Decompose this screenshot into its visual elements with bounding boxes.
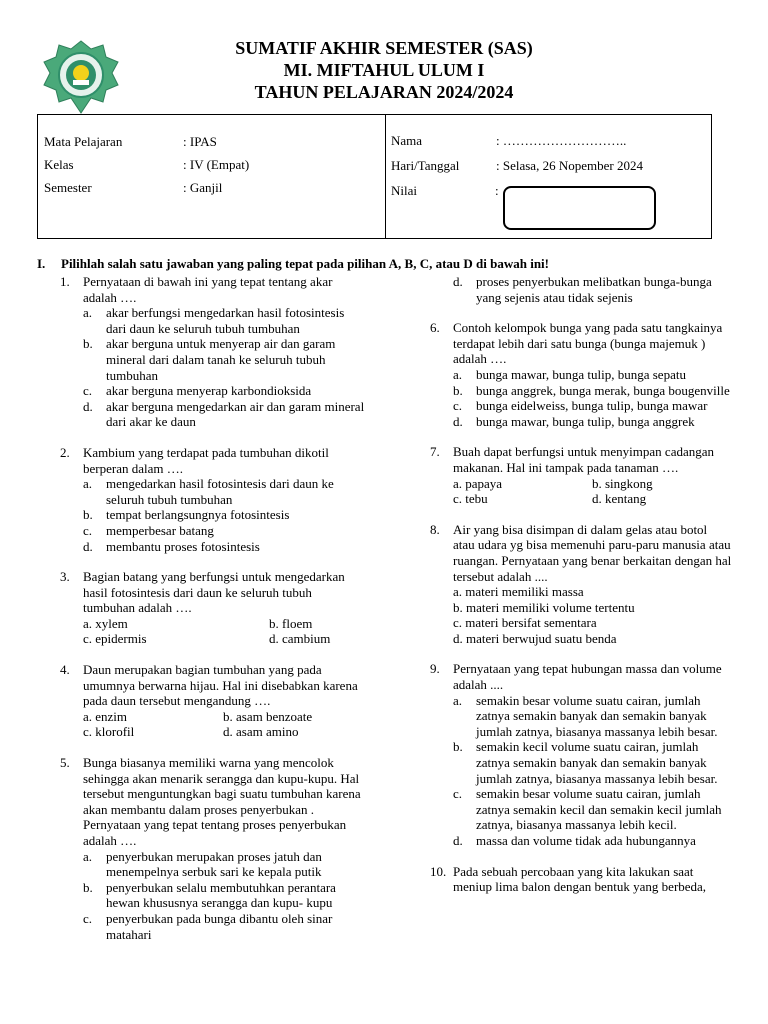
question-8 xyxy=(430,522,732,647)
option-a[interactable]: a. penyerbukan merupakan proses jatuh dan menempelnya serbuk sari ke kepala putik xyxy=(83,848,322,880)
semester-label: Semester xyxy=(44,180,92,195)
question-3 xyxy=(60,569,365,647)
option-c[interactable]: c. memperbesar batang xyxy=(83,522,214,538)
option-b[interactable]: b. semakin kecil volume suatu cairan, jumlah zatnya semakin banyak dan semakin banyak jumlah zatnya, biasanya massanya lebih besar. xyxy=(453,739,718,786)
school-name: MI. MIFTAHUL ULUM I xyxy=(283,60,485,80)
question-text: Pernyataan di bawah ini yang tepat tentang akar adalah …. xyxy=(83,274,333,305)
question-text: Bunga biasanya memiliki warna yang mencolok sehingga akan menarik serangga dan kupu-kupu. Hal tersebut menguntungkan bagi suatu tumbuhan karena akan membantu dalam proses penyerbukan . Pernyataan yang tepat tentang proses penyerbukan adalah …. xyxy=(83,755,361,848)
option-d[interactable]: d. kentang xyxy=(592,491,647,507)
score-colon: : xyxy=(495,183,499,198)
question-number: 5. xyxy=(60,755,70,771)
option-d[interactable]: d. materi berwujud suatu benda xyxy=(453,630,617,646)
left-column xyxy=(60,274,365,942)
question-text: Pernyataan yang tepat hubungan massa dan volume adalah .... xyxy=(453,661,722,693)
instruction-text: Pilihlah salah satu jawaban yang paling tepat pada pilihan A, B, C, atau D di bawah ini! xyxy=(61,256,550,271)
option-b[interactable]: b. singkong xyxy=(592,475,653,491)
question-number: 4. xyxy=(60,662,70,678)
student-info-box xyxy=(37,114,712,239)
question-number: 3. xyxy=(60,569,70,585)
class-label: Kelas xyxy=(44,157,74,172)
question-text: Kambium yang terdapat pada tumbuhan dikotil berperan dalam …. xyxy=(83,444,329,476)
question-text: Pada sebuah percobaan yang kita lakukan saat meniup lima balon dengan bentuk yang berbeda, xyxy=(453,863,707,895)
question-number: 7. xyxy=(430,444,440,460)
question-number: 1. xyxy=(60,274,70,289)
question-7 xyxy=(430,444,732,506)
info-divider xyxy=(385,115,386,238)
option-d[interactable]: d. bunga mawar, bunga tulip, bunga anggrek xyxy=(453,413,695,429)
exam-title: SUMATIF AKHIR SEMESTER (SAS) xyxy=(235,38,533,58)
option-c[interactable]: c. penyerbukan pada bunga dibantu oleh sinar matahari xyxy=(83,910,333,942)
section-number: I. xyxy=(37,256,46,271)
option-c[interactable]: c. bunga eidelweiss, bunga tulip, bunga mawar xyxy=(453,398,708,414)
question-number: 6. xyxy=(430,320,440,336)
option-b[interactable]: b. floem xyxy=(269,615,313,631)
option-b[interactable]: b. tempat berlangsungnya fotosintesis xyxy=(83,507,290,523)
name-label: Nama xyxy=(391,133,423,148)
question-text: Daun merupakan bagian tumbuhan yang pada umumnya berwarna hijau. Hal ini disebabkan karena pada daun tersebut mengandung …. xyxy=(83,662,358,709)
option-b[interactable]: b. materi memiliki volume tertentu xyxy=(453,599,635,615)
question-number: 2. xyxy=(60,444,70,460)
right-column xyxy=(430,274,732,895)
question-text: Contoh kelompok bunga yang pada satu tangkainya terdapat lebih dari satu bunga (bunga majemuk ) adalah …. xyxy=(453,320,723,367)
option-d[interactable]: d. proses penyerbukan melibatkan bunga-bunga yang sejenis atau tidak sejenis xyxy=(453,274,712,305)
option-a[interactable]: a. bunga mawar, bunga tulip, bunga sepatu xyxy=(453,366,686,382)
option-a[interactable]: a. materi memiliki massa xyxy=(453,584,584,600)
question-9 xyxy=(430,661,732,848)
option-d[interactable]: d. asam amino xyxy=(223,724,299,740)
option-c[interactable]: c. epidermis xyxy=(83,631,147,647)
name-field[interactable]: : ……………………….. xyxy=(496,133,627,148)
option-d[interactable]: d. cambium xyxy=(269,631,331,647)
option-c[interactable]: c. tebu xyxy=(453,491,488,507)
question-text: Bagian batang yang berfungsi untuk mengedarkan hasil fotosintesis dari daun ke seluruh tubuh tumbuhan adalah …. xyxy=(83,569,345,616)
option-b[interactable]: b. penyerbukan selalu membutuhkan perantara hewan khususnya serangga dan kupu- kupu xyxy=(83,879,336,911)
question-5-continued xyxy=(430,274,732,305)
question-4 xyxy=(60,662,365,740)
score-label: Nilai xyxy=(391,183,417,198)
question-6 xyxy=(430,320,732,429)
option-d[interactable]: d. membantu proses fotosintesis xyxy=(83,538,260,554)
question-number: 9. xyxy=(430,661,440,677)
option-c[interactable]: c. akar berguna menyerap karbondioksida xyxy=(83,383,312,399)
question-number: 10. xyxy=(430,863,447,879)
question-10 xyxy=(430,864,732,895)
option-a[interactable]: a. akar berfungsi mengedarkan hasil fotosintesis dari daun ke seluruh tubuh tumbuhan xyxy=(83,305,345,336)
date-value: : Selasa, 26 Nopember 2024 xyxy=(496,158,643,173)
option-b[interactable]: b. asam benzoate xyxy=(223,708,313,724)
score-box[interactable] xyxy=(503,186,656,230)
option-b[interactable]: b. akar berguna untuk menyerap air dan garam mineral dari dalam tanah ke seluruh tubuh tumbuhan xyxy=(83,336,336,383)
question-5 xyxy=(60,755,365,942)
question-1 xyxy=(60,274,365,430)
question-text: Air yang bisa disimpan di dalam gelas atau botol atau udara yg bisa memenuhi paru-paru manusia atau ruangan. Pernyataan yang benar berkaitan dengan hal tersebut adalah .... xyxy=(453,521,732,584)
semester-value: : Ganjil xyxy=(183,180,223,195)
class-value: : IV (Empat) xyxy=(183,157,250,172)
question-number: 8. xyxy=(430,521,440,537)
date-label: Hari/Tanggal xyxy=(391,158,460,173)
option-d[interactable]: d. akar berguna mengedarkan air dan garam mineral dari akar ke daun xyxy=(83,398,365,430)
option-a[interactable]: a. enzim xyxy=(83,708,128,724)
subject-label: Mata Pelajaran xyxy=(44,134,123,149)
question-text: Buah dapat berfungsi untuk menyimpan cadangan makanan. Hal ini tampak pada tanaman …. xyxy=(453,444,715,475)
option-a[interactable]: a. papaya xyxy=(453,475,503,491)
option-d[interactable]: d. massa dan volume tidak ada hubungannya xyxy=(453,833,696,848)
option-c[interactable]: c. semakin besar volume suatu cairan, jumlah zatnya semakin kecil dan semakin kecil jumlah zatnya, biasanya massanya lebih kecil. xyxy=(453,786,722,833)
option-b[interactable]: b. bunga anggrek, bunga merak, bunga bougenville xyxy=(453,382,730,398)
academic-year: TAHUN PELAJARAN 2024/2024 xyxy=(254,82,514,102)
option-a[interactable]: a. mengedarkan hasil fotosintesis dari daun ke seluruh tubuh tumbuhan xyxy=(83,476,334,507)
option-c[interactable]: c. klorofil xyxy=(83,724,135,740)
question-2 xyxy=(60,445,365,554)
option-a[interactable]: a. xylem xyxy=(83,615,128,631)
option-a[interactable]: a. semakin besar volume suatu cairan, jumlah zatnya semakin banyak dan semakin banyak jumlah zatnya, biasanya massanya lebih besar. xyxy=(453,692,718,739)
option-c[interactable]: c. materi bersifat sementara xyxy=(453,615,597,631)
subject-value: : IPAS xyxy=(183,134,217,149)
